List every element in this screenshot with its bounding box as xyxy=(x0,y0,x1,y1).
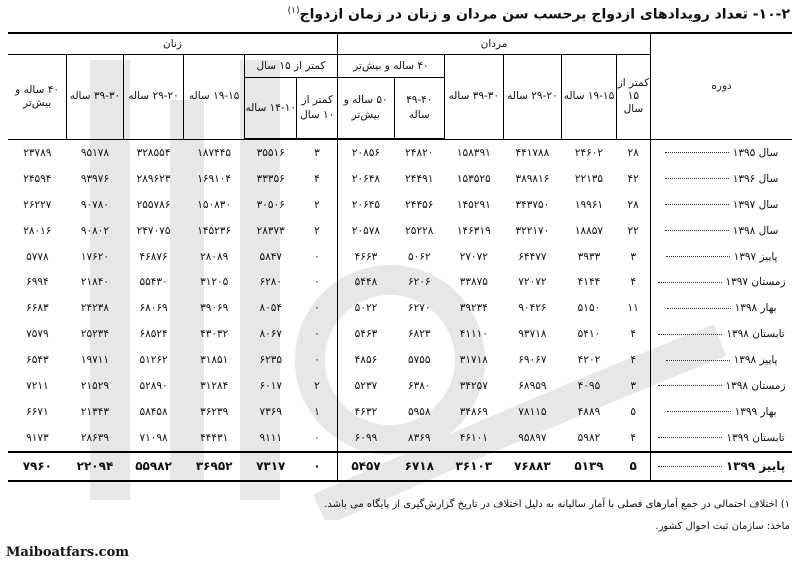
value-cell: ۳۰۵۰۶ xyxy=(256,198,285,211)
value-cell: ۹۰۸۰۲ xyxy=(80,224,110,237)
value-cell: ۳۲۲۱۷۰ xyxy=(515,224,550,237)
value-cell: ۳۴۸۶۹ xyxy=(459,405,488,418)
value-cell: ۷۶۸۸۳ xyxy=(503,452,562,481)
value-cell: ۲۰۶۴۸ xyxy=(337,166,394,192)
table-row xyxy=(8,373,792,399)
value-cell: ۰ xyxy=(314,302,320,315)
value-cell: ۳۳۸۷۵ xyxy=(459,276,488,289)
value-cell: ۳ xyxy=(630,379,636,392)
value-cell: ۲۴۵۹۴ xyxy=(23,172,52,185)
dotted-leader xyxy=(667,308,731,309)
value-cell: ۰ xyxy=(314,328,320,341)
value-cell: ۰ xyxy=(314,250,320,263)
value-cell: ۹۵۸۹۷ xyxy=(518,431,547,444)
value-cell: ۲۷۰۷۲ xyxy=(459,250,488,263)
value-cell: ۶۸۰۶۹ xyxy=(139,302,168,315)
site-credit: Maiboatfars.com xyxy=(6,545,129,560)
value-cell: ۹۰۴۲۶ xyxy=(518,302,547,315)
value-cell: ۴ xyxy=(314,172,320,185)
header-men-15-19: ۱۹-۱۵ ساله xyxy=(562,55,617,140)
value-cell: ۱۱ xyxy=(627,302,639,315)
value-cell: ۲۵۵۷۸۶ xyxy=(136,198,171,211)
period-cell xyxy=(651,452,792,481)
value-cell: ۳۹۲۳۴ xyxy=(459,302,488,315)
table-row xyxy=(8,452,792,481)
value-cell: ۶۴۴۷۷ xyxy=(518,250,547,263)
header-men-20-29: ۲۹-۲۰ ساله xyxy=(503,55,562,140)
value-cell: ۲۴۲۳۸ xyxy=(80,302,110,315)
value-cell: ۴ xyxy=(630,431,636,444)
value-cell: ۴۲۰۲ xyxy=(577,354,601,367)
value-cell: ۴۸۵۶ xyxy=(337,347,394,373)
value-cell: ۳۱۲۰۵ xyxy=(200,276,229,289)
value-cell: ۶۲۰۶ xyxy=(408,276,431,289)
value-cell: ۲۰۸۵۶ xyxy=(337,139,394,166)
value-cell: ۳۶۱۰۳ xyxy=(445,452,504,481)
value-cell: ۵۰۲۲ xyxy=(337,295,394,321)
value-cell: ۹۰۷۸۰ xyxy=(80,198,110,211)
period-label: بهار ۱۳۹۹ xyxy=(734,405,777,418)
period-label: سال ۱۳۹۷ xyxy=(732,198,779,211)
value-cell: ۴۱۴۴ xyxy=(577,276,601,289)
header-men-40-49: ۴۹-۴۰ ساله xyxy=(394,78,445,140)
value-cell: ۲۰۵۷۸ xyxy=(337,218,394,244)
value-cell: ۷۱۰۹۸ xyxy=(139,431,168,444)
value-cell: ۵۱۳۹ xyxy=(562,452,617,481)
table-row xyxy=(8,295,792,321)
header-women-20-29: ۲۹-۲۰ ساله xyxy=(123,55,184,140)
value-cell: ۳۹۰۶۹ xyxy=(200,302,229,315)
value-cell: ۱ xyxy=(314,405,320,418)
value-cell: ۵۷۵۵ xyxy=(408,354,431,367)
value-cell: ۲۸۹۶۲۳ xyxy=(136,172,171,185)
value-cell: ۰ xyxy=(314,431,320,444)
table-row xyxy=(8,321,792,347)
value-cell: ۱۷۶۲۰ xyxy=(80,250,110,263)
value-cell: ۲۸۶۳۹ xyxy=(80,431,110,444)
value-cell: ۳ xyxy=(314,146,320,159)
dotted-leader xyxy=(658,282,722,283)
dotted-leader xyxy=(666,360,730,361)
value-cell: ۶۰۹۹ xyxy=(337,425,394,452)
value-cell: ۴۴۴۳۱ xyxy=(200,431,229,444)
value-cell: ۲۰۶۴۵ xyxy=(337,192,394,218)
table-row xyxy=(8,347,792,373)
value-cell: ۶۲۳۵ xyxy=(259,354,282,367)
header-men-30-39: ۳۹-۳۰ ساله xyxy=(445,55,504,140)
period-label: تابستان ۱۳۹۹ xyxy=(726,431,785,444)
value-cell: ۴۱۱۱۰ xyxy=(459,328,488,341)
table-row xyxy=(8,244,792,270)
value-cell: ۲۲۰۹۴ xyxy=(67,452,124,481)
value-cell: ۰ xyxy=(314,354,320,367)
dotted-leader xyxy=(658,334,722,335)
value-cell: ۶۹۹۴ xyxy=(26,276,49,289)
period-label: سال ۱۳۹۶ xyxy=(732,172,779,185)
value-cell: ۰ xyxy=(314,276,320,289)
value-cell: ۲۱۵۲۹ xyxy=(80,379,110,392)
value-cell: ۵۵۴۳۰ xyxy=(139,276,168,289)
value-cell: ۱۸۸۵۷ xyxy=(574,224,604,237)
value-cell: ۶۲۸۰ xyxy=(259,276,282,289)
period-cell xyxy=(651,373,792,399)
value-cell: ۳۱۲۸۴ xyxy=(200,379,229,392)
table-row xyxy=(8,139,792,166)
value-cell: ۷۲۱۱ xyxy=(26,379,49,392)
value-cell: ۲۳۷۸۹ xyxy=(23,146,52,159)
value-cell: ۶۸۹۵۹ xyxy=(518,379,547,392)
value-cell: ۵۲۳۷ xyxy=(337,373,394,399)
header-period: دوره xyxy=(651,33,792,139)
value-cell: ۵۴۴۸ xyxy=(337,269,394,295)
dotted-leader xyxy=(667,411,731,412)
value-cell: ۸۰۶۷ xyxy=(259,328,282,341)
value-cell: ۲۴۴۵۶ xyxy=(405,198,434,211)
value-cell: ۵۲۸۹۰ xyxy=(139,379,168,392)
period-label: پاییز ۱۳۹۹ xyxy=(725,459,786,474)
value-cell: ۵۹۸۲ xyxy=(577,431,601,444)
value-cell: ۶۶۷۱ xyxy=(26,405,49,418)
value-cell: ۲۴۴۹۱ xyxy=(405,172,434,185)
value-cell: ۲۸۳۷۳ xyxy=(256,224,285,237)
value-cell: ۴۴۱۷۸۸ xyxy=(515,146,550,159)
value-cell: ۴۶۱۰۱ xyxy=(459,431,488,444)
value-cell: ۹۱۷۳ xyxy=(26,431,49,444)
value-cell: ۵۸۴۵۸ xyxy=(139,405,168,418)
source-note: ماخذ: سازمان ثبت احوال کشور. xyxy=(655,521,790,532)
value-cell: ۲۵۲۲۸ xyxy=(405,224,434,237)
header-women-under10: کمتر از ۱۰ سال xyxy=(297,78,337,140)
period-label: پاییز ۱۳۹۷ xyxy=(733,250,778,263)
value-cell: ۲۴۶۰۲ xyxy=(574,146,604,159)
value-cell: ۶۵۴۳ xyxy=(26,354,49,367)
period-cell xyxy=(651,218,792,244)
value-cell: ۱۹۷۱۱ xyxy=(80,354,110,367)
value-cell: ۲۵۲۳۴ xyxy=(80,328,110,341)
value-cell: ۱۹۹۶۱ xyxy=(574,198,604,211)
value-cell: ۸۳۶۹ xyxy=(408,431,431,444)
value-cell: ۳۴۲۵۷ xyxy=(459,379,488,392)
value-cell: ۴۶۳۲ xyxy=(337,399,394,425)
table-row xyxy=(8,166,792,192)
header-men-50plus: ۵۰ ساله و بیش‌تر xyxy=(337,78,394,140)
value-cell: ۳۶۹۵۲ xyxy=(184,452,245,481)
value-cell: ۲ xyxy=(314,224,320,237)
value-cell: ۷۳۶۹ xyxy=(259,405,282,418)
value-cell: ۲۲ xyxy=(627,224,639,237)
value-cell: ۷۲۰۷۲ xyxy=(518,276,547,289)
dotted-leader xyxy=(665,230,729,231)
value-cell: ۹۵۱۷۸ xyxy=(80,146,110,159)
value-cell: ۲۸ xyxy=(627,146,639,159)
period-label: بهار ۱۳۹۸ xyxy=(734,302,777,315)
value-cell: ۱۵۰۸۳۰ xyxy=(197,198,232,211)
value-cell: ۳۱۷۱۸ xyxy=(459,354,488,367)
table-row xyxy=(8,192,792,218)
period-cell xyxy=(651,244,792,270)
value-cell: ۹۱۱۱ xyxy=(259,431,282,444)
dotted-leader xyxy=(658,437,722,438)
header-men-under15: کمتر از ۱۵ سال xyxy=(616,55,650,140)
table-row xyxy=(8,399,792,425)
period-cell xyxy=(651,321,792,347)
period-label: زمستان ۱۳۹۸ xyxy=(725,379,786,392)
value-cell: ۵۰۶۲ xyxy=(408,250,431,263)
period-cell xyxy=(651,295,792,321)
value-cell: ۶۸۵۲۴ xyxy=(139,328,168,341)
marriage-table xyxy=(8,32,792,482)
value-cell: ۳۴۳۷۵۰ xyxy=(515,198,550,211)
header-women-30-39: ۳۹-۳۰ ساله xyxy=(67,55,124,140)
header-women-15-19: ۱۹-۱۵ ساله xyxy=(184,55,245,140)
value-cell: ۹۳۹۷۶ xyxy=(80,172,110,185)
period-label: تابستان ۱۳۹۸ xyxy=(726,328,785,341)
value-cell: ۲ xyxy=(314,379,320,392)
dotted-leader xyxy=(665,152,729,153)
table-title xyxy=(200,6,790,23)
value-cell: ۵۱۵۰ xyxy=(577,302,601,315)
value-cell: ۳۲۸۵۵۴ xyxy=(136,146,171,159)
table-row xyxy=(8,269,792,295)
period-cell xyxy=(651,192,792,218)
value-cell: ۱۴۵۲۹۱ xyxy=(456,198,491,211)
value-cell: ۵۱۲۶۲ xyxy=(139,354,168,367)
value-cell: ۴۲ xyxy=(627,172,639,185)
dotted-leader xyxy=(658,385,722,386)
header-men: مردان xyxy=(337,33,650,55)
value-cell: ۳۹۳۳ xyxy=(577,250,601,263)
value-cell: ۵ xyxy=(616,452,650,481)
period-cell xyxy=(651,269,792,295)
value-cell: ۴ xyxy=(630,354,636,367)
footnote: ۱) اختلاف احتمالی در جمع آمارهای فصلی با آمار سالیانه به دلیل اختلاف در تاریخ گزارش‌گیری از پایگاه می باشد. xyxy=(324,499,790,510)
title-note-mark: (۱) xyxy=(287,6,300,16)
period-label: سال ۱۳۹۸ xyxy=(732,224,779,237)
value-cell: ۵۴۵۷ xyxy=(337,452,394,481)
value-cell: ۲۴۸۲۰ xyxy=(405,146,434,159)
table-row xyxy=(8,218,792,244)
value-cell: ۶۸۲۳ xyxy=(408,328,431,341)
value-cell: ۲۴۷۰۷۵ xyxy=(136,224,171,237)
value-cell: ۱۸۷۴۴۵ xyxy=(197,146,232,159)
value-cell: ۲۱۸۴۰ xyxy=(80,276,110,289)
value-cell: ۶۷۱۸ xyxy=(394,452,445,481)
period-label: سال ۱۳۹۵ xyxy=(732,146,779,159)
period-label: پاییز ۱۳۹۸ xyxy=(733,354,778,367)
period-cell xyxy=(651,425,792,452)
value-cell: ۵۸۴۷ xyxy=(259,250,282,263)
period-label: زمستان ۱۳۹۷ xyxy=(725,276,786,289)
value-cell: ۲۲۱۳۵ xyxy=(574,172,604,185)
value-cell: ۲۸۰۸۹ xyxy=(200,250,229,263)
value-cell: ۵۴۱۰ xyxy=(577,328,601,341)
header-women-40plus: ۴۰ ساله و بیش‌تر xyxy=(8,55,67,140)
value-cell: ۲۶۲۲۷ xyxy=(23,198,52,211)
value-cell: ۴ xyxy=(630,276,636,289)
period-cell xyxy=(651,166,792,192)
value-cell: ۷۵۷۹ xyxy=(26,328,49,341)
title-text: ۱۰-۲- تعداد رویدادهای ازدواج برحسب سن مردان و زنان در زمان ازدواج xyxy=(299,6,790,23)
table-body xyxy=(8,139,792,481)
value-cell: ۱۴۶۳۱۹ xyxy=(456,224,491,237)
dotted-leader xyxy=(665,204,729,205)
value-cell: ۴۸۸۹ xyxy=(577,405,601,418)
dotted-leader xyxy=(658,466,722,467)
period-cell xyxy=(651,139,792,166)
value-cell: ۴۶۸۷۶ xyxy=(139,250,168,263)
value-cell: ۹۳۷۱۸ xyxy=(518,328,547,341)
value-cell: ۶۰۱۷ xyxy=(259,379,282,392)
value-cell: ۸۰۵۴ xyxy=(259,302,282,315)
value-cell: ۶۹۰۶۷ xyxy=(518,354,547,367)
value-cell: ۳۵۵۱۶ xyxy=(256,146,285,159)
value-cell: ۱۵۸۳۹۱ xyxy=(456,146,491,159)
header-women: زنان xyxy=(8,33,337,55)
value-cell: ۷۳۱۷ xyxy=(244,452,297,481)
period-cell xyxy=(651,347,792,373)
value-cell: ۱۶۹۱۰۴ xyxy=(197,172,232,185)
value-cell: ۱۴۵۲۳۶ xyxy=(197,224,232,237)
value-cell: ۳۱۸۵۱ xyxy=(200,354,229,367)
value-cell: ۳۸۹۸۱۶ xyxy=(515,172,550,185)
dotted-leader xyxy=(666,256,730,257)
value-cell: ۶۳۸۰ xyxy=(408,379,431,392)
value-cell: ۴۶۶۳ xyxy=(337,244,394,270)
value-cell: ۵۹۵۸ xyxy=(408,405,431,418)
header-women-under15: کمتر از ۱۵ سال xyxy=(244,55,337,78)
value-cell: ۲ xyxy=(314,198,320,211)
value-cell: ۵ xyxy=(630,405,636,418)
value-cell: ۷۸۱۱۵ xyxy=(518,405,547,418)
value-cell: ۴۳۰۳۲ xyxy=(200,328,229,341)
value-cell: ۰ xyxy=(297,452,337,481)
value-cell: ۴ xyxy=(630,328,636,341)
period-cell xyxy=(651,399,792,425)
value-cell: ۱۵۳۵۲۵ xyxy=(456,172,491,185)
value-cell: ۶۲۷۰ xyxy=(408,302,431,315)
value-cell: ۲۸ xyxy=(627,198,639,211)
dotted-leader xyxy=(665,178,729,179)
value-cell: ۶۶۸۳ xyxy=(26,302,49,315)
value-cell: ۵۵۹۸۲ xyxy=(123,452,184,481)
value-cell: ۳ xyxy=(630,250,636,263)
header-women-10-14: ۱۴-۱۰ ساله xyxy=(244,78,297,140)
value-cell: ۴۰۹۵ xyxy=(577,379,601,392)
value-cell: ۷۹۶۰ xyxy=(8,452,67,481)
value-cell: ۵۷۷۸ xyxy=(26,250,49,263)
table-row xyxy=(8,425,792,452)
value-cell: ۲۱۳۴۳ xyxy=(80,405,110,418)
value-cell: ۵۴۶۳ xyxy=(337,321,394,347)
value-cell: ۳۶۲۳۹ xyxy=(200,405,229,418)
value-cell: ۲۸۰۱۶ xyxy=(23,224,52,237)
header-men-40plus: ۴۰ ساله و بیش‌تر xyxy=(337,55,444,78)
value-cell: ۳۳۳۵۶ xyxy=(256,172,285,185)
